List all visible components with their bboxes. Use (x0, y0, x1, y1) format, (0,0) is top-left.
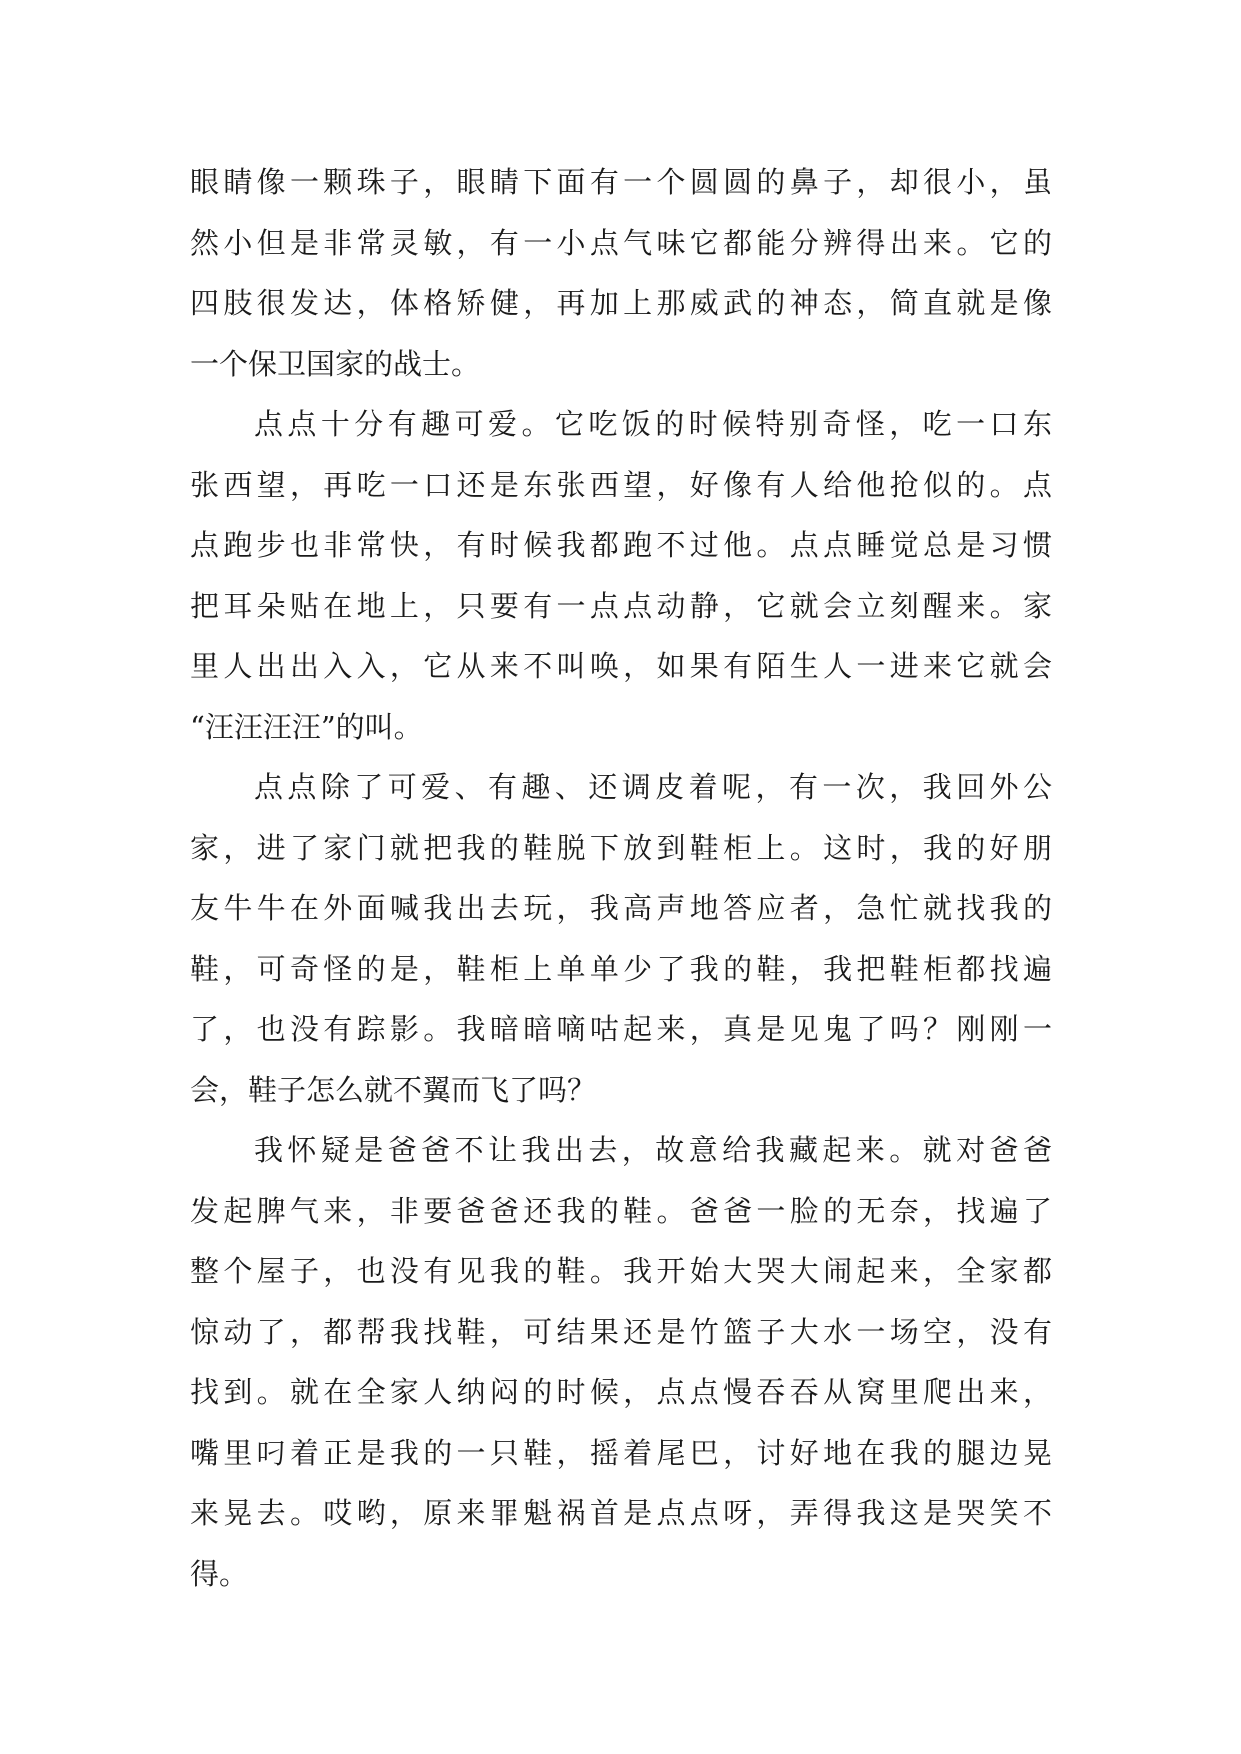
paragraph (190, 152, 1052, 394)
text-line: 了，也没有踪影。我暗暗嘀咕起来，真是见鬼了吗？刚刚一 (190, 1012, 1052, 1046)
text-line: 张西望，再吃一口还是东张西望，好像有人给他抢似的。点 (190, 467, 1052, 502)
paragraph (190, 1120, 1052, 1604)
text-line: 点点十分有趣可爱。它吃饭的时候特别奇怪，吃一口东 (254, 407, 1052, 441)
paragraph (190, 757, 1052, 1120)
text-line: 会，鞋子怎么就不翼而飞了吗？ (190, 1072, 597, 1107)
text-line: 嘴里叼着正是我的一只鞋，摇着尾巴，讨好地在我的腿边晃 (190, 1435, 1052, 1470)
text-line: 发起脾气来，非要爸爸还我的鞋。爸爸一脸的无奈，找遍了 (190, 1193, 1052, 1228)
text-line: 然小但是非常灵敏，有一小点气味它都能分辨得出来。它的 (190, 225, 1052, 260)
text-line: 得。 (190, 1556, 249, 1591)
document-body (190, 152, 1052, 1604)
text-line: 鞋，可奇怪的是，鞋柜上单单少了我的鞋，我把鞋柜都找遍 (190, 951, 1052, 986)
text-line: 我怀疑是爸爸不让我出去，故意给我藏起来。就对爸爸 (254, 1133, 1052, 1167)
text-line: 来晃去。哎哟，原来罪魁祸首是点点呀，弄得我这是哭笑不 (190, 1496, 1052, 1530)
text-line: 点点除了可爱、有趣、还调皮着呢，有一次，我回外公 (254, 770, 1052, 804)
text-line: 四肢很发达，体格矫健，再加上那威武的神态，简直就是像 (190, 286, 1052, 320)
text-line: 眼睛像一颗珠子，眼睛下面有一个圆圆的鼻子，却很小，虽 (190, 165, 1052, 199)
paragraph (190, 394, 1052, 757)
text-line: 点跑步也非常快，有时候我都跑不过他。点点睡觉总是习惯 (190, 528, 1052, 562)
text-line: 整个屋子，也没有见我的鞋。我开始大哭大闹起来，全家都 (190, 1254, 1052, 1288)
text-line: 找到。就在全家人纳闷的时候，点点慢吞吞从窝里爬出来， (190, 1375, 1052, 1409)
text-line: 友牛牛在外面喊我出去玩，我高声地答应者，急忙就找我的 (190, 891, 1052, 925)
text-line: “汪汪汪汪”的叫。 (190, 709, 423, 744)
text-line: 家，进了家门就把我的鞋脱下放到鞋柜上。这时，我的好朋 (190, 830, 1052, 865)
text-line: 一个保卫国家的战士。 (190, 346, 481, 381)
text-line: 里人出出入入，它从来不叫唤，如果有陌生人一进来它就会 (190, 649, 1052, 683)
text-line: 惊动了，都帮我找鞋，可结果还是竹篮子大水一场空，没有 (190, 1314, 1052, 1349)
text-line: 把耳朵贴在地上，只要有一点点动静，它就会立刻醒来。家 (190, 588, 1052, 623)
